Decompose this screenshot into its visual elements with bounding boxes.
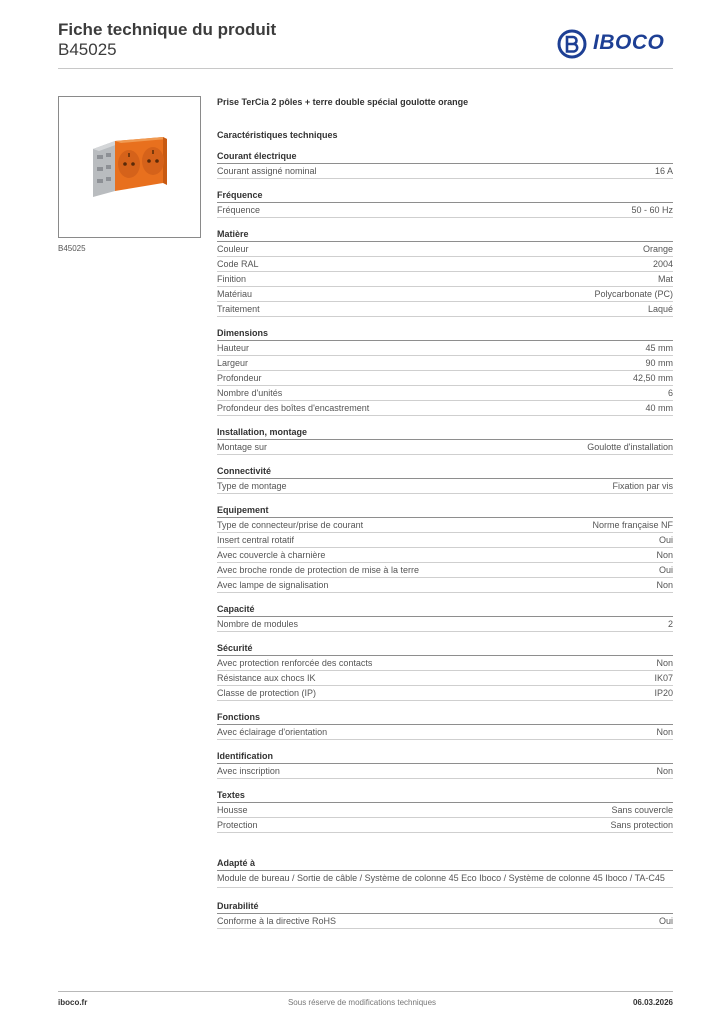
footer-site: iboco.fr <box>58 998 88 1007</box>
page-header <box>58 20 276 60</box>
spec-label: Profondeur des boîtes d'encastrement <box>217 403 370 413</box>
section-title: Identification <box>217 750 673 764</box>
spec-value: Non <box>656 766 673 776</box>
spec-row <box>217 257 673 272</box>
product-image <box>59 97 200 237</box>
spec-section <box>217 426 673 455</box>
image-caption: B45025 <box>58 244 86 253</box>
spec-row <box>217 287 673 302</box>
spec-label: Fréquence <box>217 205 261 215</box>
spec-row <box>217 818 673 833</box>
spec-value: Fixation par vis <box>612 481 673 491</box>
spec-label: Avec éclairage d'orientation <box>217 727 328 737</box>
spec-value: 40 mm <box>645 403 673 413</box>
spec-label: Conforme à la directive RoHS <box>217 916 337 926</box>
product-title: Prise TerCia 2 pôles + terre double spécial goulotte orange <box>217 97 469 107</box>
spec-value: 50 - 60 Hz <box>631 205 673 215</box>
spec-label: Hauteur <box>217 343 250 353</box>
spec-label: Largeur <box>217 358 249 368</box>
spec-label: Avec protection renforcée des contacts <box>217 658 373 668</box>
footer-divider <box>58 991 673 992</box>
spec-row <box>217 479 673 494</box>
spec-label: Type de montage <box>217 481 287 491</box>
spec-value: IK07 <box>654 673 673 683</box>
spec-value: 16 A <box>654 166 673 176</box>
spec-value: Non <box>656 550 673 560</box>
spec-row <box>217 914 673 929</box>
spec-section <box>217 504 673 593</box>
spec-label: Montage sur <box>217 442 268 452</box>
section-title: Installation, montage <box>217 426 673 440</box>
spec-value: 42,50 mm <box>632 373 673 383</box>
footer-date: 06.03.2026 <box>632 998 673 1007</box>
spec-row <box>217 533 673 548</box>
spec-value: Orange <box>642 244 673 254</box>
spec-label: Housse <box>217 805 248 815</box>
spec-label: Avec lampe de signalisation <box>217 580 329 590</box>
spec-label: Classe de protection (IP) <box>217 688 317 698</box>
spec-row <box>217 803 673 818</box>
spec-value: Oui <box>658 565 673 575</box>
spec-value: Goulotte d'installation <box>587 442 673 452</box>
spec-row <box>217 242 673 257</box>
spec-label: Finition <box>217 274 247 284</box>
spec-row <box>217 341 673 356</box>
product-image-frame <box>58 96 201 238</box>
spec-row <box>217 203 673 218</box>
spec-value: Polycarbonate (PC) <box>594 289 673 299</box>
spec-value: Laqué <box>647 304 673 314</box>
spec-section <box>217 789 673 833</box>
spec-row <box>217 518 673 533</box>
spec-value: 2004 <box>652 259 673 269</box>
spec-section <box>217 465 673 494</box>
spec-value: IP20 <box>654 688 673 698</box>
spec-label: Matériau <box>217 289 253 299</box>
spec-row <box>217 164 673 179</box>
spec-label: Avec couvercle à charnière <box>217 550 326 560</box>
spec-label: Courant assigné nominal <box>217 166 317 176</box>
spec-value: 45 mm <box>645 343 673 353</box>
adapted-section <box>217 857 673 888</box>
spec-row <box>217 563 673 578</box>
spec-label: Type de connecteur/prise de courant <box>217 520 364 530</box>
spec-value: Norme française NF <box>592 520 673 530</box>
header-divider <box>58 68 673 69</box>
spec-section <box>217 603 673 632</box>
spec-value: Sans couvercle <box>611 805 673 815</box>
spec-section <box>217 150 673 179</box>
spec-row <box>217 548 673 563</box>
section-title: Equipement <box>217 504 673 518</box>
spec-row <box>217 578 673 593</box>
iboco-b-icon <box>557 29 587 59</box>
section-title: Matière <box>217 228 673 242</box>
spec-row <box>217 617 673 632</box>
section-title: Sécurité <box>217 642 673 656</box>
spec-row <box>217 302 673 317</box>
section-title: Capacité <box>217 603 673 617</box>
spec-row <box>217 440 673 455</box>
section-title: Courant électrique <box>217 150 673 164</box>
section-title: Textes <box>217 789 673 803</box>
spec-section <box>217 228 673 317</box>
spec-section <box>217 750 673 779</box>
spec-label: Couleur <box>217 244 249 254</box>
spec-row <box>217 725 673 740</box>
spec-label: Nombre d'unités <box>217 388 283 398</box>
spec-section <box>217 327 673 416</box>
spec-label: Code RAL <box>217 259 259 269</box>
spec-row <box>217 671 673 686</box>
durability-section <box>217 900 673 929</box>
spec-content <box>217 96 673 929</box>
spec-value: Non <box>656 580 673 590</box>
spec-section <box>217 711 673 740</box>
spec-value: Mat <box>657 274 673 284</box>
spec-value: Sans protection <box>610 820 673 830</box>
spec-value: Oui <box>658 916 673 926</box>
spec-section <box>217 189 673 218</box>
spec-value: 2 <box>667 619 673 629</box>
spec-row <box>217 656 673 671</box>
spec-label: Insert central rotatif <box>217 535 295 545</box>
section-title: Connectivité <box>217 465 673 479</box>
section-title: Durabilité <box>217 900 673 914</box>
spec-label: Avec inscription <box>217 766 280 776</box>
spec-label: Profondeur <box>217 373 262 383</box>
section-title: Fréquence <box>217 189 673 203</box>
spec-label: Traitement <box>217 304 260 314</box>
spec-row <box>217 386 673 401</box>
spec-row <box>217 272 673 287</box>
spec-label: Nombre de modules <box>217 619 299 629</box>
characteristics-title: Caractéristiques techniques <box>217 130 338 140</box>
iboco-logo <box>557 28 675 60</box>
spec-sections <box>217 150 673 833</box>
spec-value: Oui <box>658 535 673 545</box>
logo-text: IBOCO <box>593 31 665 54</box>
footer-note: Sous réserve de modifications techniques <box>287 998 437 1007</box>
spec-row <box>217 686 673 701</box>
spec-value: 90 mm <box>645 358 673 368</box>
spec-value: 6 <box>667 388 673 398</box>
spec-label: Résistance aux chocs IK <box>217 673 316 683</box>
spec-label: Protection <box>217 820 258 830</box>
spec-value: Non <box>656 658 673 668</box>
adapted-text: Module de bureau / Sortie de câble / Système de colonne 45 Eco Iboco / Système de colonne 45 Iboco / TA-C45 <box>217 871 673 888</box>
spec-section <box>217 642 673 701</box>
spec-row <box>217 401 673 416</box>
product-code: B45025 <box>58 40 117 59</box>
spec-row <box>217 371 673 386</box>
section-title: Adapté à <box>217 857 673 871</box>
section-title: Fonctions <box>217 711 673 725</box>
spec-value: Non <box>656 727 673 737</box>
section-title: Dimensions <box>217 327 673 341</box>
page-title: Fiche technique du produit <box>58 20 277 39</box>
spec-row <box>217 764 673 779</box>
spec-row <box>217 356 673 371</box>
spec-label: Avec broche ronde de protection de mise à la terre <box>217 565 419 575</box>
